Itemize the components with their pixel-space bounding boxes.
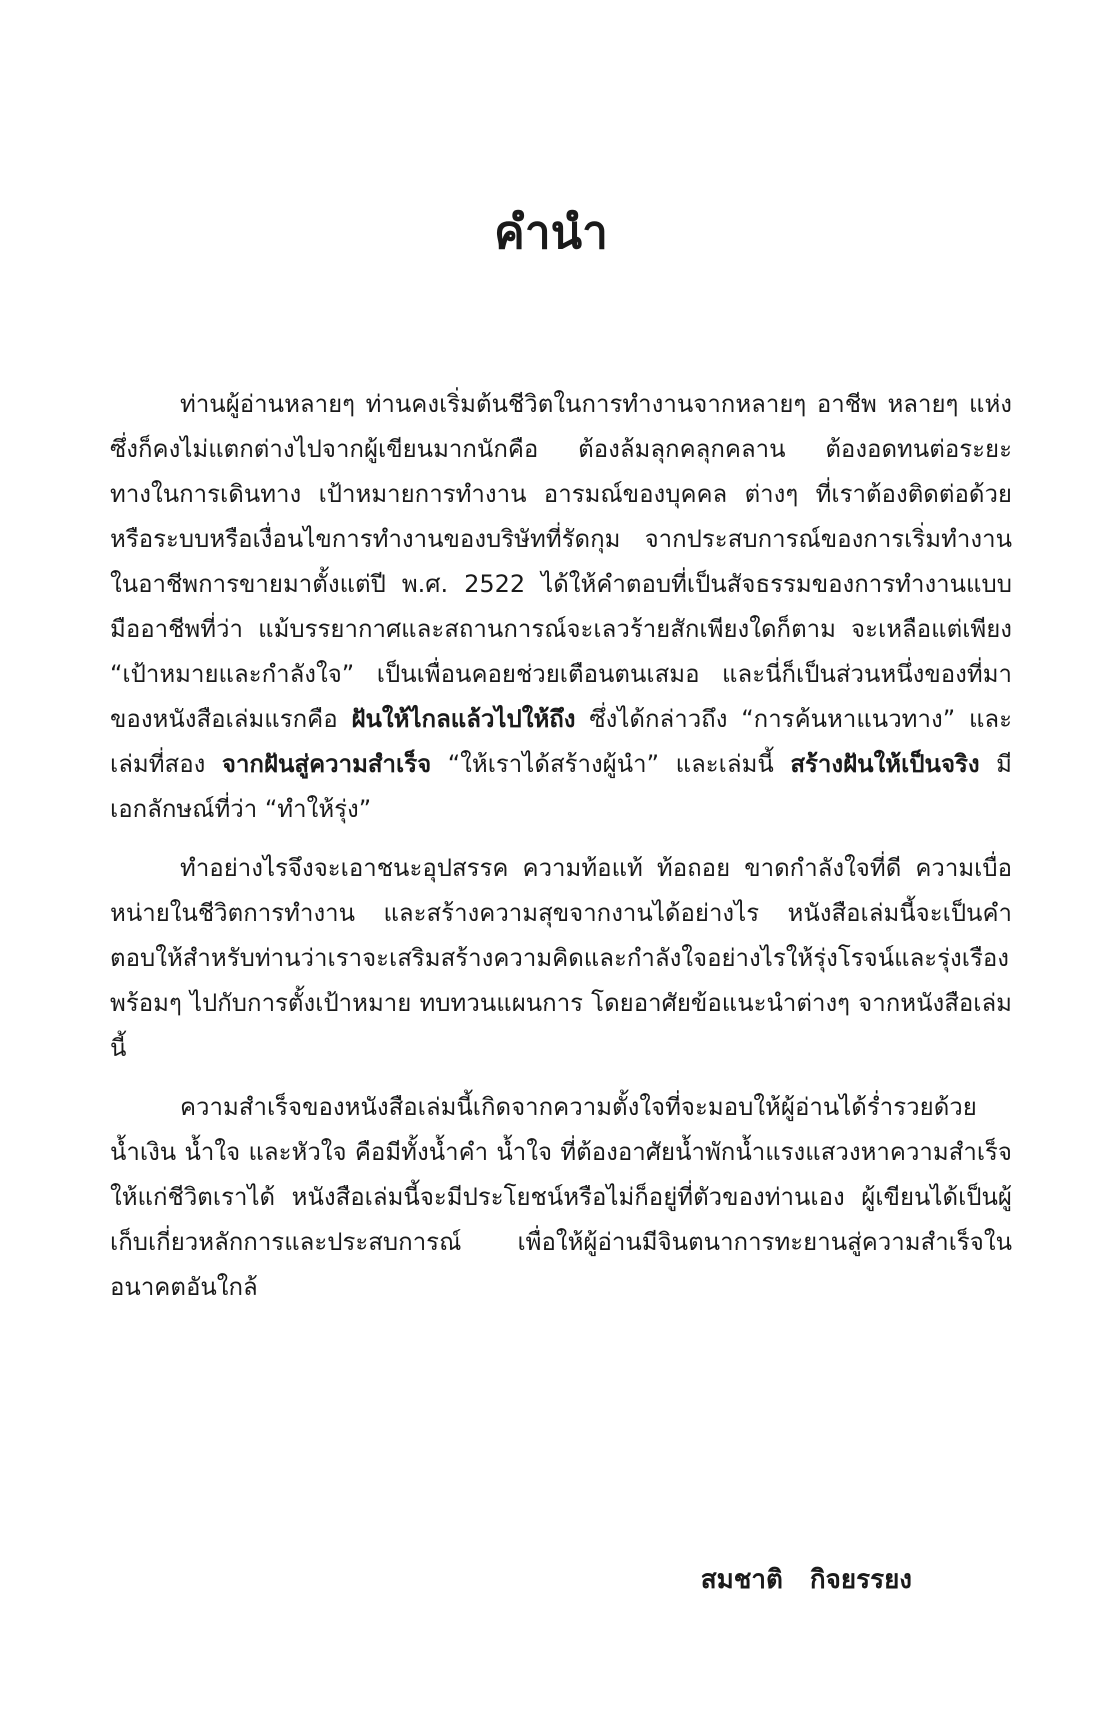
book-title-3: สร้างฝันให้เป็นจริง <box>790 750 980 778</box>
paragraph-text: ท่านผู้อ่านหลายๆ ท่านคงเริ่มต้นชีวิตในการทำงานจากหลายๆ อาชีพ หลายๆ แห่ง ซึ่งก็คงไม่แตกต่างไปจากผู้เขียนมากนักคือ ต้องล้มลุกคลุกคลาน ต้องอดทนต่อระยะทางในการเดินทาง เป้าหมายการทำงาน อารมณ์ของบุคคล ต่างๆ ที่เราต้องติดต่อด้วย หรือระบบหรือเงื่อนไขการทำงานของบริษัทที่รัดกุม จากประสบการณ์ของการเริ่มทำงานในอาชีพการขายมาตั้งแต่ปี พ.ศ. 2522 ได้ให้คำตอบที่เป็นสัจธรรมของการทำงานแบบมืออาชีพที่ว่า แม้บรรยากาศและสถานการณ์จะเลวร้ายสักเพียงใดก็ตาม จะเหลือแต่เพียง “เป้าหมายและกำลังใจ” เป็นเพื่อนคอยช่วยเตือนตนเสมอ และนี่ก็เป็นส่วนหนึ่งของที่มาของหนังสือเล่มแรกคือ <box>110 390 1012 733</box>
book-title-1: ฝันให้ไกลแล้วไปให้ถึง <box>351 705 576 733</box>
paragraph-text: ซึ่งได้กล่าวถึง “การค้นหาแนวทาง” และเล่มที่สอง <box>110 705 1013 778</box>
book-title-2: จากฝันสู่ความสำเร็จ <box>221 750 432 778</box>
paragraph-text: มีเอกลักษณ์ที่ว่า “ทำให้รุ่ง” <box>110 750 1012 823</box>
preface-body <box>110 382 1012 1310</box>
paragraph-2 <box>110 846 1012 1071</box>
paragraph-text: ทำอย่างไรจึงจะเอาชนะอุปสรรค ความท้อแท้ ท้อถอย ขาดกำลังใจที่ดี ความเบื่อหน่ายในชีวิตการทำงาน และสร้างความสุขจากงานได้อย่างไร หนังสือเล่มนี้จะเป็นคำตอบให้สำหรับท่านว่าเราจะเสริมสร้างความคิดและกำลังใจอย่างไรให้รุ่งโรจน์และรุ่งเรือง พร้อมๆ ไปกับการตั้งเป้าหมาย ทบทวนแผนการ โดยอาศัยข้อแนะนำต่างๆ จากหนังสือเล่มนี้ <box>110 854 1012 1062</box>
paragraph-text: “ให้เราได้สร้างผู้นำ” และเล่มนี้ <box>431 750 791 778</box>
page-title: คำนำ <box>494 205 608 259</box>
paragraph-text: ความสำเร็จของหนังสือเล่มนี้เกิดจากความตั้งใจที่จะมอบให้ผู้อ่านได้ร่ำรวยด้วยน้ำเงิน น้ำใจ และหัวใจ คือมีทั้งน้ำคำ น้ำใจ ที่ต้องอาศัยน้ำพักน้ำแรงแสวงหาความสำเร็จให้แก่ชีวิตเราได้ หนังสือเล่มนี้จะมีประโยชน์หรือไม่ก็อยู่ที่ตัวของท่านเอง ผู้เขียนได้เป็นผู้เก็บเกี่ยวหลักการและประสบการณ์ เพื่อให้ผู้อ่านมีจินตนาการทะยานสู่ความสำเร็จในอนาคตอันใกล้ <box>110 1093 1012 1301</box>
paragraph-3 <box>110 1085 1012 1310</box>
author-signature: สมชาติ กิจยรรยง <box>700 1565 912 1595</box>
paragraph-1 <box>110 382 1012 832</box>
